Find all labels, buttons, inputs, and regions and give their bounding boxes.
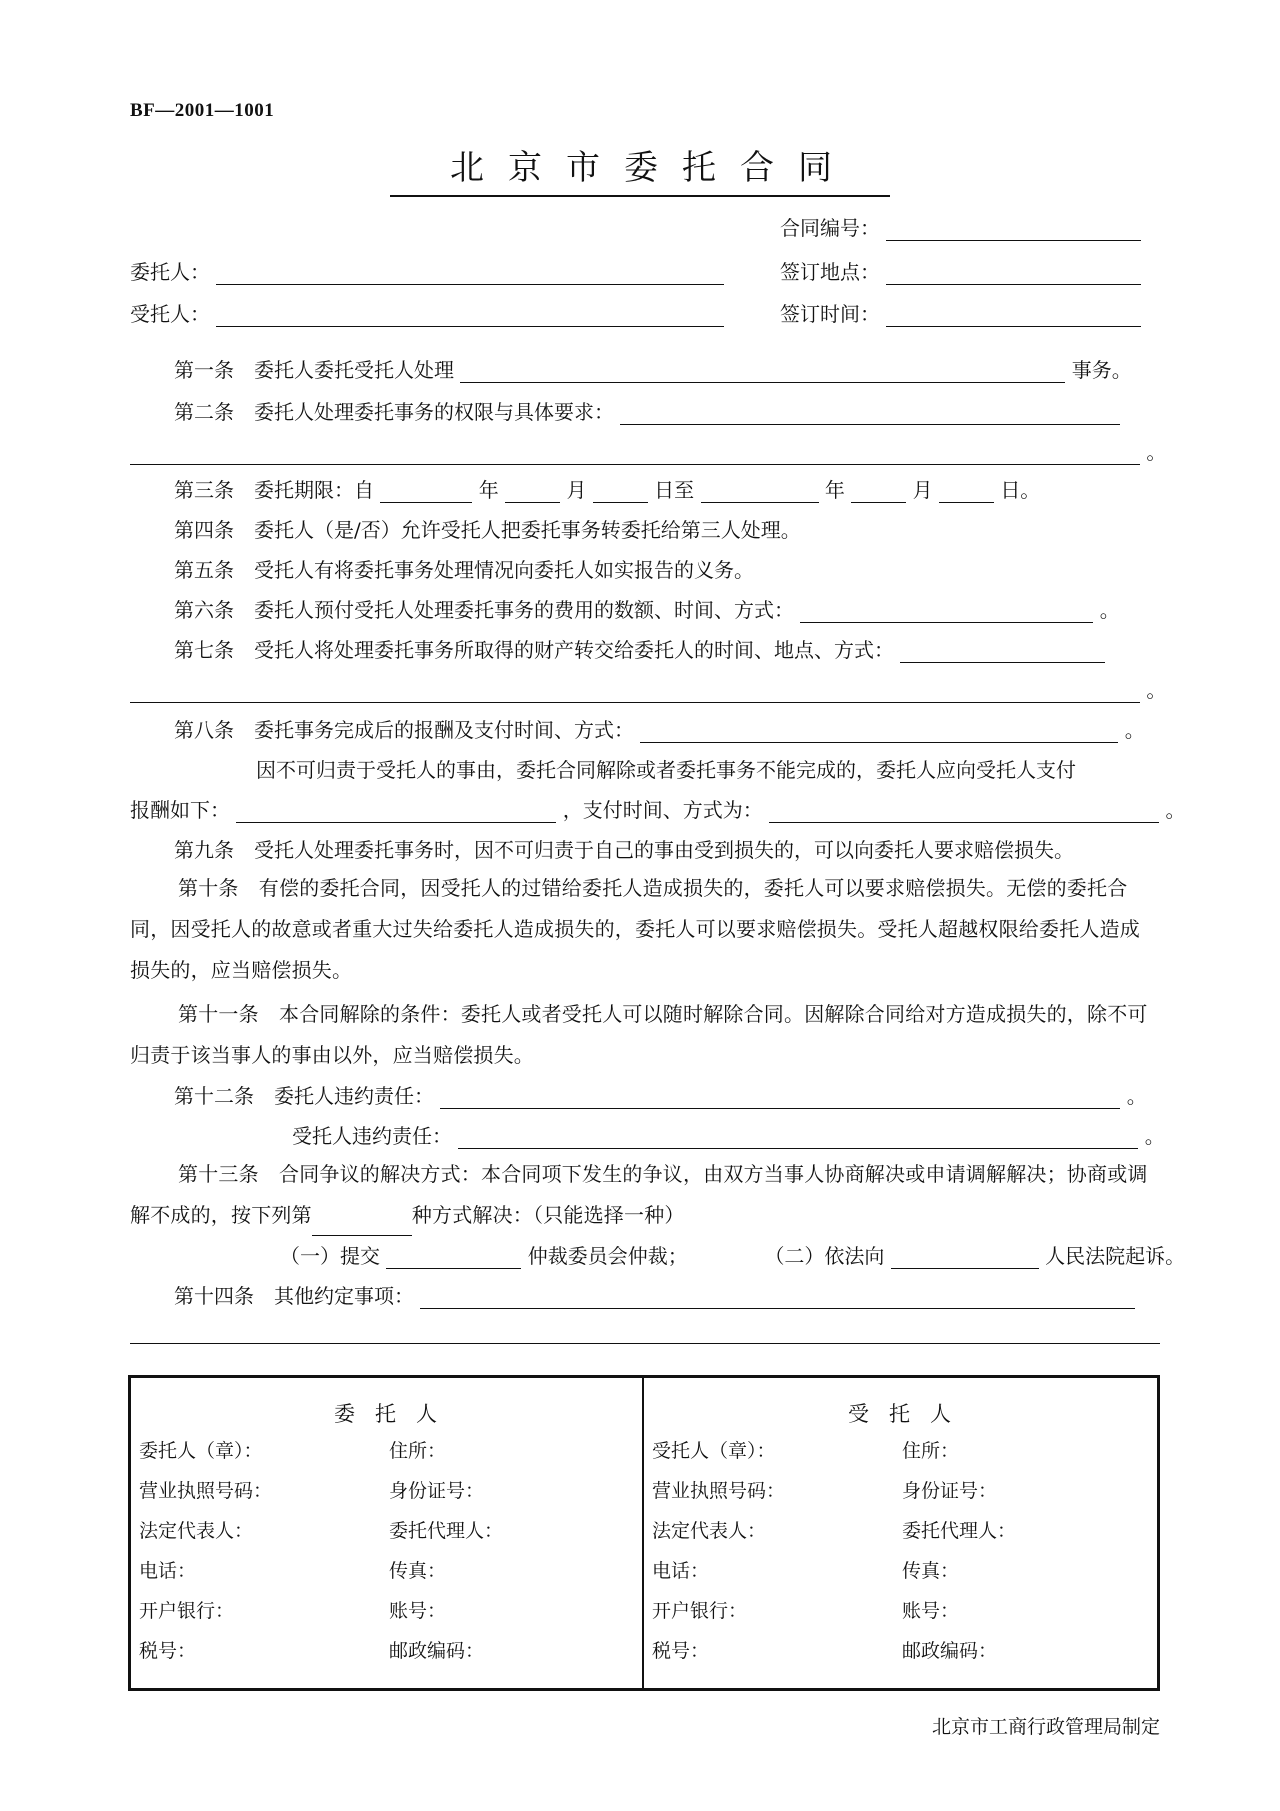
clause-13 (130, 1154, 1160, 1236)
clause-8-extra: 因不可归责于受托人的事由，委托合同解除或者委托事务不能完成的，委托人应向受托人支付 (256, 758, 1076, 782)
client-fax-label: 传真： (389, 1560, 447, 1582)
clause-3-month2-label: 月 (912, 478, 933, 502)
signature-table (128, 1375, 1160, 1691)
clause-7-field[interactable] (900, 640, 1105, 663)
agent-agent-label: 委托代理人： (902, 1520, 1017, 1542)
clause-4: 第四条 委托人（是/否）允许受托人把委托事务转委托给第三人处理。 (174, 518, 801, 542)
place-field[interactable] (886, 262, 1141, 285)
signature-client (131, 1378, 644, 1688)
signature-agent (644, 1378, 1157, 1688)
client-postcode-label: 邮政编码： (389, 1640, 485, 1662)
clause-12-agent (292, 1120, 1165, 1149)
clause-8-payment-field[interactable] (769, 800, 1159, 823)
signature-agent-grid (652, 1436, 1147, 1663)
clause-2-field[interactable] (620, 402, 1120, 425)
signature-client-head: 委托人 (334, 1402, 457, 1426)
contract-no-row (780, 212, 1141, 241)
clause-14-field-2[interactable] (130, 1321, 1160, 1344)
agent-license-label: 营业执照号码： (652, 1480, 786, 1502)
clause-13-opt1-label: （一）提交 (280, 1244, 380, 1268)
client-id-label: 身份证号： (389, 1480, 485, 1502)
clause-12-client-label: 第十二条 委托人违约责任： (174, 1084, 434, 1108)
client-bank-label: 开户银行： (139, 1600, 235, 1622)
agent-label: 受托人： (130, 302, 210, 326)
agent-postcode-label: 邮政编码： (902, 1640, 998, 1662)
clause-7-cont (130, 674, 1166, 703)
clause-12-client-field[interactable] (440, 1086, 1120, 1109)
title-wrap (0, 140, 1280, 197)
clause-7 (174, 634, 1105, 663)
clause-13-opt1-end: 仲裁委员会仲裁； (527, 1244, 688, 1268)
clause-8-reward-field[interactable] (236, 800, 556, 823)
clause-2 (174, 396, 1120, 425)
agent-tax-label: 税号： (652, 1640, 710, 1662)
clause-8-extra-2 (130, 794, 1185, 823)
clause-14-text: 第十四条 其他约定事项： (174, 1284, 414, 1308)
clause-13-arbitration-field[interactable] (386, 1246, 521, 1269)
client-legal-rep-label: 法定代表人： (139, 1520, 254, 1542)
clause-3-day2-label: 日。 (1000, 478, 1041, 502)
clause-13-text-b: 种方式解决：（只能选择一种） (411, 1203, 685, 1227)
clause-10: 第十条 有偿的委托合同，因受托人的过错给委托人造成损失的，委托人可以要求赔偿损失。无偿的委托合同，因受托人的故意或者重大过失给委托人造成损失的，委托人可以要求赔偿损失。受托人超越权限给委托人造成损失的，应当赔偿损失。 (130, 876, 1140, 982)
clause-2-text: 第二条 委托人处理委托事务的权限与具体要求： (174, 400, 614, 424)
clause-12-agent-end: 。 (1144, 1124, 1165, 1148)
client-row (130, 256, 724, 285)
clause-3-month-label: 月 (566, 478, 587, 502)
client-label: 委托人： (130, 260, 210, 284)
clause-12-client-end: 。 (1126, 1084, 1147, 1108)
client-agent-label: 委托代理人： (389, 1520, 504, 1542)
clause-12-agent-field[interactable] (458, 1126, 1138, 1149)
clause-3-day-from[interactable] (593, 480, 648, 503)
clause-13-options (280, 1240, 1185, 1269)
clause-2-end: 。 (1146, 440, 1167, 464)
place-label: 签订地点： (780, 260, 880, 284)
client-account-label: 账号： (389, 1600, 447, 1622)
clause-6 (174, 594, 1120, 623)
client-address-label: 住所： (389, 1440, 447, 1462)
clause-7-end: 。 (1146, 678, 1167, 702)
clause-8-text: 第八条 委托事务完成后的报酬及支付时间、方式： (174, 718, 634, 742)
clause-1 (174, 354, 1132, 383)
clause-7-field-2[interactable] (130, 680, 1140, 703)
clause-11: 第十一条 本合同解除的条件：委托人或者受托人可以随时解除合同。因解除合同给对方造成损失的，除不可归责于该当事人的事由以外，应当赔偿损失。 (130, 1002, 1148, 1067)
signature-client-grid (139, 1436, 632, 1663)
clause-8 (174, 714, 1145, 743)
clause-12-agent-label: 受托人违约责任： (292, 1124, 452, 1148)
contract-no-field[interactable] (886, 218, 1141, 241)
clause-13-text: 第十三条 合同争议的解决方式：本合同项下发生的争议，由双方当事人协商解决或申请调解解决；协商或调解不成的，按下列第 (130, 1162, 1148, 1227)
agent-id-label: 身份证号： (902, 1480, 998, 1502)
agent-fax-label: 传真： (902, 1560, 960, 1582)
time-field[interactable] (886, 304, 1141, 327)
clause-3 (174, 474, 1040, 503)
clause-8-extra-end: 。 (1165, 798, 1186, 822)
time-row (780, 298, 1141, 327)
clause-13-opt2-label: （二）依法向 (764, 1244, 885, 1268)
clause-14-cont (130, 1320, 1160, 1344)
clause-3-day-to-label: 日至 (654, 478, 695, 502)
clause-3-year-to[interactable] (701, 480, 819, 503)
clause-6-field[interactable] (800, 600, 1093, 623)
clause-13-opt2-end: 人民法院起诉。 (1045, 1244, 1186, 1268)
clause-9: 第九条 受托人处理委托事务时，因不可归责于自己的事由受到损失的，可以向委托人要求赔偿损失。 (174, 838, 1074, 862)
place-row (780, 256, 1141, 285)
agent-bank-label: 开户银行： (652, 1600, 748, 1622)
agent-phone-label: 电话： (652, 1560, 710, 1582)
clause-1-text: 第一条 委托人委托受托人处理 (174, 358, 454, 382)
agent-field[interactable] (216, 304, 724, 327)
clause-8-extra-label: 报酬如下： (130, 798, 230, 822)
client-phone-label: 电话： (139, 1560, 197, 1582)
clause-3-year2-label: 年 (824, 478, 845, 502)
client-field[interactable] (216, 262, 724, 285)
contract-no-label: 合同编号： (780, 216, 880, 240)
clause-7-text: 第七条 受托人将处理委托事务所取得的财产转交给委托人的时间、地点、方式： (174, 638, 894, 662)
issuer-note: 北京市工商行政管理局制定 (931, 1716, 1160, 1738)
clause-6-text: 第六条 委托人预付受托人处理委托事务的费用的数额、时间、方式： (174, 598, 794, 622)
agent-legal-rep-label: 法定代表人： (652, 1520, 767, 1542)
agent-account-label: 账号： (902, 1600, 960, 1622)
clause-1-field[interactable] (460, 360, 1065, 383)
clause-3-text: 第三条 委托期限：自 (174, 478, 374, 502)
clause-5: 第五条 受托人有将委托事务处理情况向委托人如实报告的义务。 (174, 558, 754, 582)
clause-8-field[interactable] (640, 720, 1118, 743)
clause-3-day-to[interactable] (939, 480, 994, 503)
clause-3-year-from[interactable] (380, 480, 472, 503)
agent-seal-label: 受托人（章）： (652, 1440, 776, 1462)
clause-6-end: 。 (1099, 598, 1120, 622)
agent-address-label: 住所： (902, 1440, 960, 1462)
clause-13-court-field[interactable] (891, 1246, 1039, 1269)
document-code: BF—2001—1001 (130, 100, 275, 121)
clause-12-client (174, 1080, 1147, 1109)
agent-row (130, 298, 724, 327)
clause-2-field-2[interactable] (130, 442, 1140, 465)
client-license-label: 营业执照号码： (139, 1480, 273, 1502)
clause-8-end: 。 (1124, 718, 1145, 742)
signature-agent-head: 受托人 (848, 1402, 971, 1426)
clause-14-field[interactable] (420, 1286, 1135, 1309)
clause-8-payment-label: ，支付时间、方式为： (562, 798, 763, 822)
client-tax-label: 税号： (139, 1640, 197, 1662)
client-seal-label: 委托人（章）： (139, 1440, 263, 1462)
clause-3-month-from[interactable] (505, 480, 560, 503)
clause-14 (174, 1280, 1135, 1309)
time-label: 签订时间： (780, 302, 880, 326)
clause-2-cont (130, 436, 1166, 465)
page-title: 北京市委托合同 (390, 140, 890, 197)
clause-1-end: 事务。 (1071, 358, 1132, 382)
clause-3-year-label: 年 (478, 478, 499, 502)
clause-13-option-field[interactable] (312, 1213, 412, 1236)
clause-3-month-to[interactable] (851, 480, 906, 503)
